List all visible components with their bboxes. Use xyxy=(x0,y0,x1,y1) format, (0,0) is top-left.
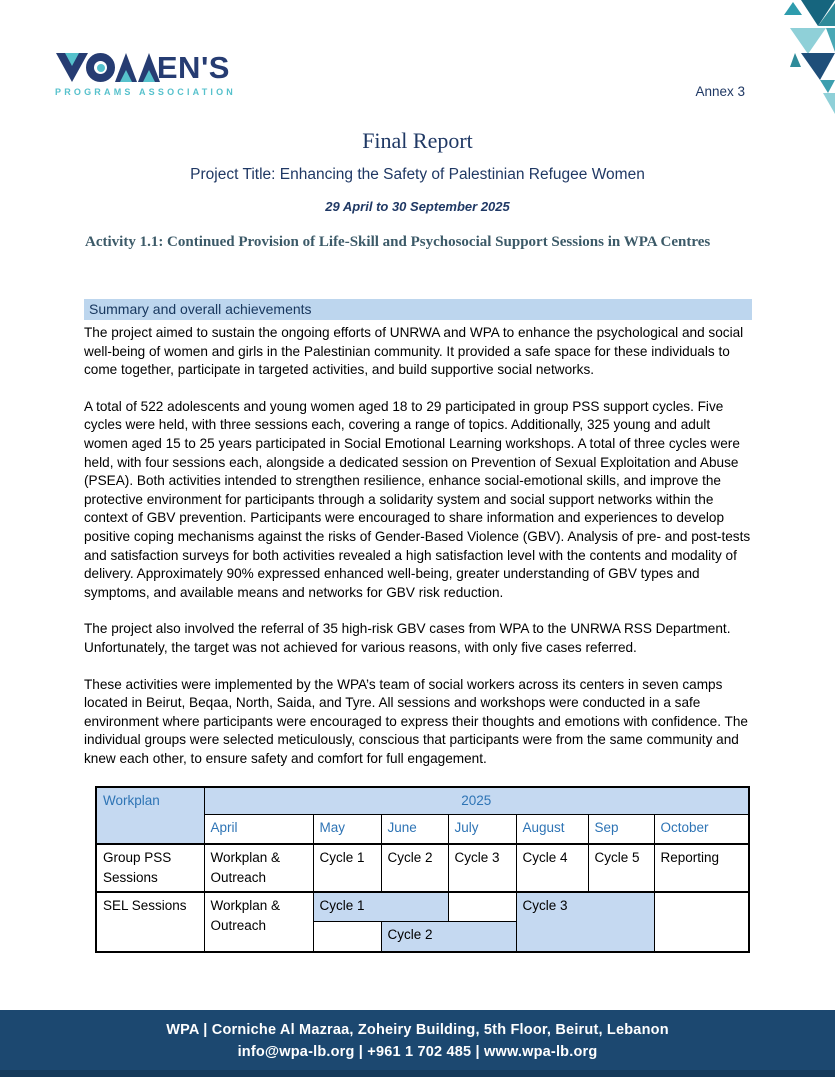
pss-cell-october: Reporting xyxy=(654,844,749,892)
logo-m-triangles-icon xyxy=(115,53,155,82)
paragraph-3: The project also involved the referral of 35 high-risk GBV cases from WPA to the UNRWA RSS Department. Unfortunately, the target was not achieved for various reasons, with only five cases referred. xyxy=(84,621,731,655)
month-cell-may: May xyxy=(313,815,381,844)
page-title: Final Report xyxy=(362,128,473,153)
month-cell-october: October xyxy=(654,815,749,844)
year-header-cell: 2025 xyxy=(204,787,749,815)
sel-cell-april: Workplan & Outreach xyxy=(204,892,313,952)
triangle-decoration-icon xyxy=(770,0,835,120)
footer-bottom-strip xyxy=(0,1070,835,1077)
table-row-group-pss xyxy=(96,844,749,892)
wpa-logo xyxy=(55,50,237,97)
paragraph-2: A total of 522 adolescents and young women aged 18 to 29 participated in group PSS support cycles. Five cycles were held, with three sessions each, covering a range of topics. Additionally, 325 young and adult women aged 15 to 25 years participated in Social Emotional Learning workshops. A total of three cycles were held, with four sessions each, alongside a dedicated session on Prevention of Sexual Exploitation and Abuse (PSEA). Both activities intended to strengthen resilience, enhance social-emotional skills, and improve the protective environment for participants through a solidarity system and social support networks within the context of GBV prevention. Participants were encouraged to share information and experiences to develop positive coping mechanisms against the risks of Gender-Based Violence (GBV). Analysis of pre- and post-tests and satisfaction surveys for both activities revealed a high satisfaction level with the contents and modality of delivery. Approximately 90% expressed enhanced well-being, greater understanding of GBV types and symptoms, and available means and networks for GBV risk reduction. xyxy=(84,398,751,600)
logo-o-ring-icon xyxy=(86,53,112,82)
pss-cell-july: Cycle 3 xyxy=(448,844,516,892)
sel-empty-may xyxy=(313,922,381,952)
pss-cell-august: Cycle 4 xyxy=(516,844,588,892)
table-corner-cell: Workplan xyxy=(96,787,204,844)
annex-label: Annex 3 xyxy=(695,84,745,99)
sel-cycle2-bar: Cycle 2 xyxy=(381,922,516,952)
pss-cell-sep: Cycle 5 xyxy=(588,844,654,892)
paragraph-1: The project aimed to sustain the ongoing efforts of UNRWA and WPA to enhance the psychological and social well-being of women and girls in the Palestinian community. It provided a safe space for these individuals to come together, participate in targeted activities, and build supportive social networks. xyxy=(84,325,744,378)
month-cell-april: April xyxy=(204,815,313,844)
row-label-sel: SEL Sessions xyxy=(96,892,204,952)
month-cell-august: August xyxy=(516,815,588,844)
row-label-group-pss: Group PSS Sessions xyxy=(96,844,204,892)
page-footer xyxy=(0,1010,835,1077)
project-title: Project Title: Enhancing the Safety of Palestinian Refugee Women xyxy=(190,166,645,183)
table-row-sel-upper xyxy=(96,892,749,922)
logo-w-triangle-icon xyxy=(55,53,84,82)
pss-cell-april: Workplan & Outreach xyxy=(204,844,313,892)
pss-cell-june: Cycle 2 xyxy=(381,844,448,892)
date-range: 29 April to 30 September 2025 xyxy=(325,199,510,214)
footer-address: WPA | Corniche Al Mazraa, Zoheiry Building, 5th Floor, Beirut, Lebanon xyxy=(166,1022,669,1038)
footer-contact: info@wpa-lb.org | +961 1 702 485 | www.wpa-lb.org xyxy=(237,1043,598,1060)
sel-empty-july xyxy=(448,892,516,922)
workplan-table xyxy=(95,786,750,953)
sel-cycle1-bar: Cycle 1 xyxy=(313,892,448,922)
report-body xyxy=(84,299,752,953)
logo-wordmark xyxy=(55,50,230,85)
month-cell-june: June xyxy=(381,815,448,844)
paragraph-4: These activities were implemented by the WPA’s team of social workers across its centers in seven camps located in Beirut, Beqaa, North, Saida, and Tyre. All sessions and workshops were conducted in a safe environment where participants were encouraged to express their thoughts and emotions with confidence. The individual groups were selected meticulously, conscious that participants were from the same community and knew each other, to ensure safety and comfort for full engagement. xyxy=(84,676,748,766)
sel-cycle3-bar: Cycle 3 xyxy=(516,892,654,952)
activity-heading: Activity 1.1: Continued Provision of Life-Skill and Psychosocial Support Sessions in WPA Centres xyxy=(85,234,711,250)
sel-empty-october xyxy=(654,892,749,952)
table-row-year xyxy=(96,787,749,815)
month-cell-july: July xyxy=(448,815,516,844)
month-cell-sep: Sep xyxy=(588,815,654,844)
logo-tagline: PROGRAMS ASSOCIATION xyxy=(55,87,237,97)
pss-cell-may: Cycle 1 xyxy=(313,844,381,892)
logo-letters: EN'S xyxy=(156,50,230,85)
section-header-summary: Summary and overall achievements xyxy=(84,299,752,320)
